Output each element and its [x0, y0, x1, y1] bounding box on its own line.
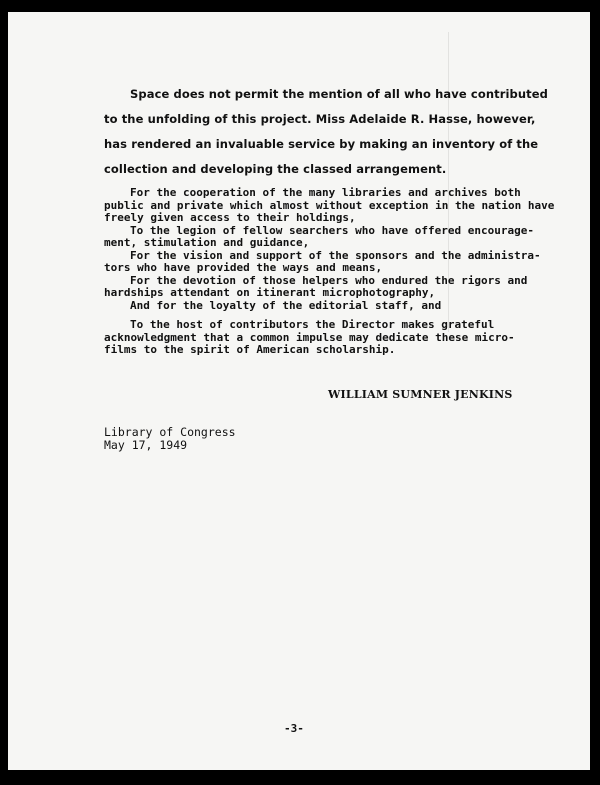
text-line: To the legion of fellow searchers who have offered encourage- — [130, 223, 534, 237]
page-number: -3- — [284, 722, 304, 735]
text-line: To the host of contributors the Director makes grateful — [130, 318, 495, 331]
text-line: acknowledgment that a common impulse may dedicate these micro- — [104, 330, 515, 344]
paragraph-thanks-list — [104, 186, 555, 312]
signature-name: WILLIAM SUMNER JENKINS — [328, 388, 513, 401]
text-line: Space does not permit the mention of all who have contributed — [130, 87, 548, 101]
document-page — [8, 12, 590, 770]
text-line: has rendered an invaluable service by making an inventory of the — [104, 137, 539, 151]
text-line: collection and developing the classed arrangement. — [104, 162, 447, 176]
text-line: hardships attendant on itinerant microphotography, — [104, 286, 436, 299]
text-line: public and private which almost without exception in the nation have — [104, 198, 555, 212]
text-line: For the devotion of those helpers who endured the rigors and — [130, 273, 528, 287]
date-line: May 17, 1949 — [104, 437, 188, 452]
text-line: And for the loyalty of the editorial staff, and — [130, 298, 442, 312]
text-line: tors who have provided the ways and means, — [104, 261, 383, 274]
place-line: Library of Congress — [104, 425, 236, 439]
text-line: to the unfolding of this project. Miss Adelaide R. Hasse, however, — [104, 112, 536, 126]
text-line: films to the spirit of American scholarship. — [104, 343, 396, 356]
text-line: ment, stimulation and guidance, — [104, 236, 310, 249]
paragraph-acknowledgment-intro — [104, 82, 548, 182]
text-line: For the cooperation of the many libraries and archives both — [130, 186, 521, 199]
text-line: For the vision and support of the sponsors and the administra- — [130, 248, 541, 262]
paragraph-dedication — [104, 319, 516, 357]
place-and-date — [104, 426, 236, 451]
text-line: freely given access to their holdings, — [104, 211, 356, 224]
